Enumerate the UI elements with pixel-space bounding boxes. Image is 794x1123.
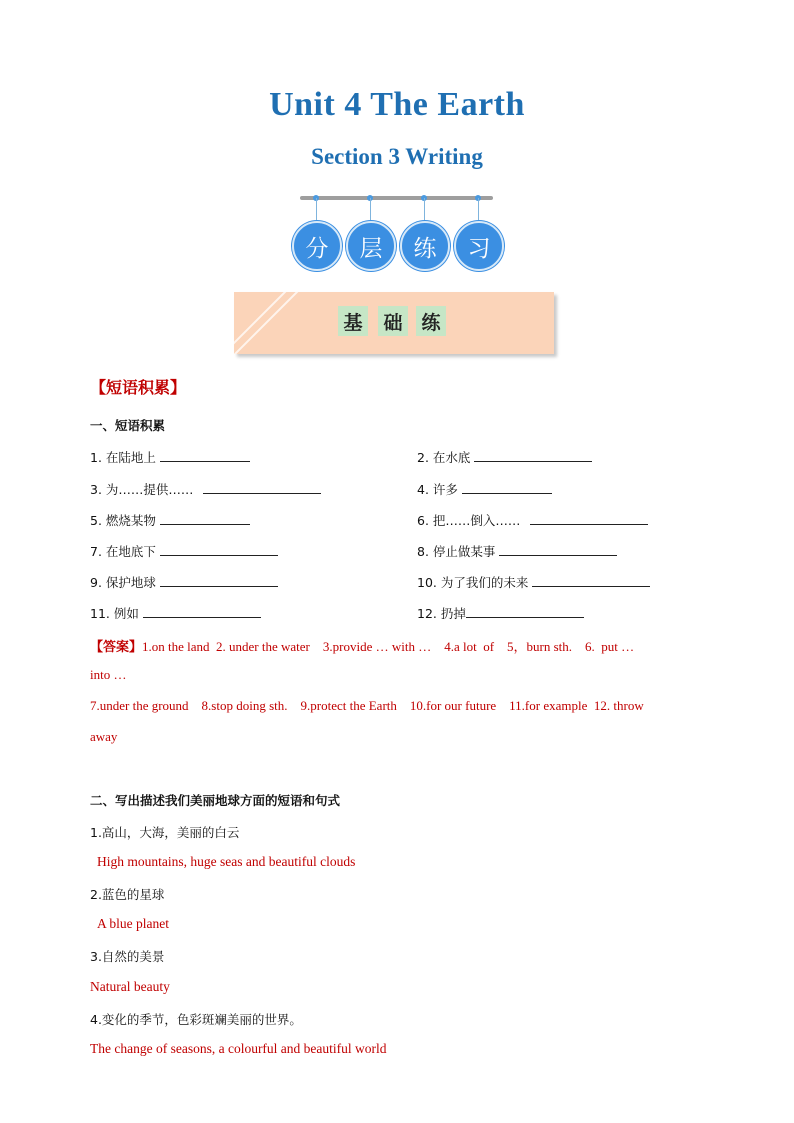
badge-char-2: 层	[346, 221, 396, 271]
banner-stripe	[234, 292, 322, 354]
answer-blank[interactable]	[160, 573, 278, 587]
answer-blank[interactable]	[203, 480, 321, 494]
badge-char-1: 分	[292, 221, 342, 271]
answer-blank[interactable]	[143, 604, 261, 618]
description-question-4: 4.变化的季节，色彩斑斓美丽的世界。	[90, 1012, 302, 1027]
answer-blank[interactable]	[466, 604, 584, 618]
phrase-item-12: 12. 扔掉	[417, 604, 584, 622]
part2-heading: 二、写出描述我们美丽地球方面的短语和句式	[90, 793, 341, 808]
phrase-item-9: 9. 保护地球	[90, 573, 278, 591]
hanger-string	[316, 198, 317, 222]
section-heading: 【短语积累】	[90, 378, 187, 397]
phrase-item-4: 4. 许多	[417, 480, 552, 498]
banner-stripe	[234, 292, 334, 354]
hanger-string	[478, 198, 479, 222]
answer-blank[interactable]	[532, 573, 650, 587]
answer-line-1: 【答案】1.on the land 2. under the water 3.provide … with … 4.a lot of 5，burn sth. 6. put …	[90, 639, 635, 655]
badge-char-4: 习	[454, 221, 504, 271]
description-question-2: 2.蓝色的星球	[90, 887, 165, 902]
answer-blank[interactable]	[160, 542, 278, 556]
hanger-string	[424, 198, 425, 222]
answer-line-2: into …	[90, 667, 127, 682]
hanger-string	[370, 198, 371, 222]
description-answer-2: A blue planet	[97, 916, 169, 931]
answer-blank[interactable]	[530, 511, 648, 525]
phrase-item-2: 2. 在水底	[417, 448, 592, 466]
phrase-item-10: 10. 为了我们的未来	[417, 573, 650, 591]
answer-blank[interactable]	[160, 511, 250, 525]
answer-line-3: 7.under the ground 8.stop doing sth. 9.protect the Earth 10.for our future 11.for example 12. throw	[90, 698, 644, 713]
phrase-item-6: 6. 把……倒入……	[417, 511, 648, 529]
description-answer-3: Natural beauty	[90, 979, 170, 994]
phrase-item-7: 7. 在地底下	[90, 542, 278, 560]
answer-blank[interactable]	[474, 448, 592, 462]
answer-label: 【答案】	[90, 640, 143, 655]
phrase-item-8: 8. 停止做某事	[417, 542, 617, 560]
level-banner	[234, 292, 554, 354]
phrase-item-1: 1. 在陆地上	[90, 448, 250, 466]
phrase-item-5: 5. 燃烧某物	[90, 511, 250, 529]
document-subtitle: Section 3 Writing	[311, 144, 483, 169]
description-question-3: 3.自然的美景	[90, 949, 165, 964]
description-answer-4: The change of seasons, a colourful and beautiful world	[90, 1041, 387, 1056]
description-question-1: 1.高山，大海，美丽的白云	[90, 825, 240, 840]
description-answer-1: High mountains, huge seas and beautiful clouds	[97, 854, 356, 869]
phrase-item-11: 11. 例如	[90, 604, 261, 622]
banner-char-3: 练	[416, 306, 446, 336]
answer-line-4: away	[90, 729, 118, 744]
part1-heading: 一、短语积累	[90, 418, 166, 433]
answer-blank[interactable]	[160, 448, 250, 462]
answer-blank[interactable]	[462, 480, 552, 494]
phrase-item-3: 3. 为……提供……	[90, 480, 321, 498]
banner-char-1: 基	[338, 306, 368, 336]
badge-char-3: 练	[400, 221, 450, 271]
answer-blank[interactable]	[499, 542, 617, 556]
document-title: Unit 4 The Earth	[269, 86, 525, 123]
hanging-rod-decoration	[300, 196, 493, 200]
banner-char-2: 础	[378, 306, 408, 336]
